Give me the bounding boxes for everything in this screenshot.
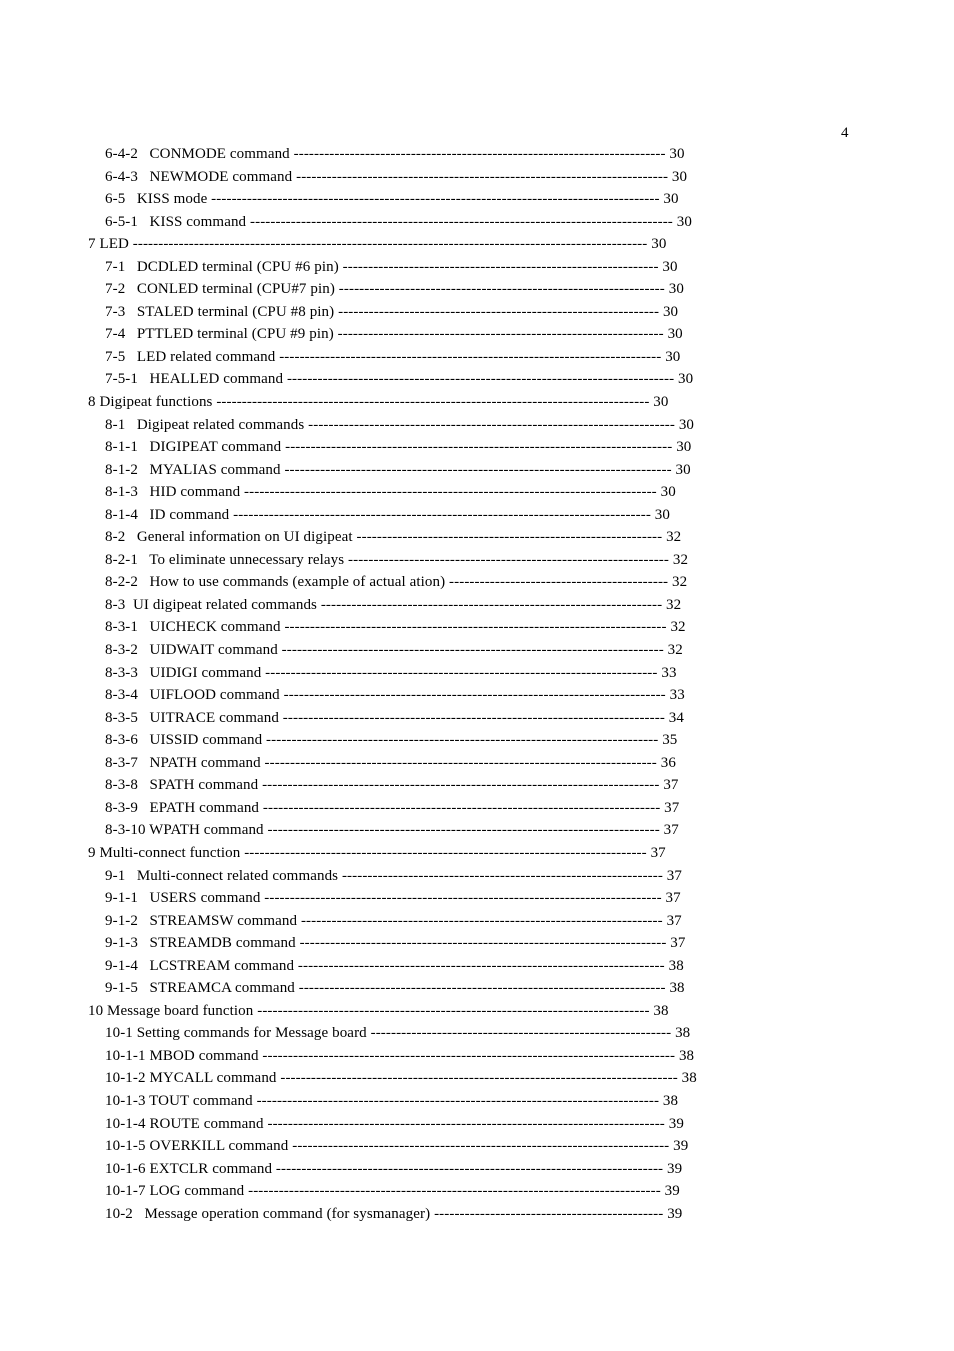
toc-entry[interactable] [0, 707, 954, 730]
toc-entry[interactable] [0, 662, 954, 685]
toc-entry-text: 10-1 Setting commands for Message board ----------------------------------------------------------- 38 [105, 1025, 691, 1042]
toc-entry[interactable] [0, 1090, 954, 1113]
toc-entry[interactable] [0, 166, 954, 189]
toc-entry-text: 8-3-10 WPATH command ----------------------------------------------------------------------------- 37 [105, 822, 679, 839]
toc-entry-text: 7-5 LED related command --------------------------------------------------------------------------- 30 [105, 348, 681, 365]
toc-entry[interactable] [0, 436, 954, 459]
toc-entry-text: 10-1-2 MYCALL command ------------------------------------------------------------------------------ 38 [105, 1070, 697, 1087]
toc-entry-text: 10-1-6 EXTCLR command ---------------------------------------------------------------------------- 39 [105, 1160, 683, 1177]
toc-entry-text: 8-3-9 EPATH command ------------------------------------------------------------------------------ 37 [105, 799, 680, 816]
toc-entry-text: 10-1-1 MBOD command --------------------------------------------------------------------------------- 38 [105, 1047, 695, 1064]
toc-entry-text: 8-2-2 How to use commands (example of actual ation) ------------------------------------------- 32 [105, 574, 688, 591]
toc-entry-text: 8-3-1 UICHECK command --------------------------------------------------------------------------- 32 [105, 619, 686, 636]
toc-entry-text: 7-1 DCDLED terminal (CPU #6 pin) -------------------------------------------------------------- 30 [105, 258, 678, 275]
toc-entry[interactable] [0, 1113, 954, 1136]
toc-entry-text: 6-4-3 NEWMODE command ------------------------------------------------------------------------- 30 [105, 168, 688, 185]
toc-entry-text: 10-1-7 LOG command --------------------------------------------------------------------------------- 39 [105, 1183, 680, 1200]
toc-entry[interactable] [0, 459, 954, 482]
toc-entry[interactable] [0, 571, 954, 594]
toc-entry[interactable] [0, 481, 954, 504]
toc-entry-text: 8-3 UI digipeat related commands ------------------------------------------------------------------- 32 [105, 596, 682, 613]
toc-entry-text: 9-1-5 STREAMCA command ------------------------------------------------------------------------ 38 [105, 980, 685, 997]
toc-entry[interactable] [0, 1135, 954, 1158]
toc-entry-text: 8-3-7 NPATH command ----------------------------------------------------------------------------- 36 [105, 754, 676, 771]
toc-entry[interactable] [0, 797, 954, 820]
toc-entry[interactable] [0, 301, 954, 324]
toc-entry-text: 8-1-3 HID command --------------------------------------------------------------------------------- 30 [105, 484, 676, 501]
toc-entry[interactable] [0, 887, 954, 910]
toc-entry-text: 8-1-1 DIGIPEAT command ---------------------------------------------------------------------------- 30 [105, 439, 692, 456]
toc-entry-text: 8-3-3 UIDIGI command ----------------------------------------------------------------------------- 33 [105, 664, 677, 681]
toc-entry[interactable] [0, 977, 954, 1000]
toc-entry[interactable] [0, 842, 954, 865]
toc-entry[interactable] [0, 684, 954, 707]
toc-entry[interactable] [0, 504, 954, 527]
toc-entry[interactable] [0, 233, 954, 256]
page-number: 4 [841, 125, 849, 141]
toc-entry-text: 8-3-6 UISSID command ----------------------------------------------------------------------------- 35 [105, 732, 678, 749]
table-of-contents [0, 143, 954, 1225]
toc-entry-text: 7-3 STALED terminal (CPU #8 pin) --------------------------------------------------------------- 30 [105, 303, 679, 320]
toc-entry-text: 8-2-1 To eliminate unnecessary relays --------------------------------------------------------------- 32 [105, 551, 689, 568]
toc-entry[interactable] [0, 910, 954, 933]
toc-entry[interactable] [0, 1180, 954, 1203]
toc-entry-text: 7-2 CONLED terminal (CPU#7 pin) ---------------------------------------------------------------- 30 [105, 281, 684, 298]
toc-entry-text: 8-1-2 MYALIAS command ---------------------------------------------------------------------------- 30 [105, 461, 691, 478]
toc-entry-text: 6-4-2 CONMODE command ------------------------------------------------------------------------- 30 [105, 146, 685, 162]
toc-entry[interactable] [0, 774, 954, 797]
toc-entry[interactable] [0, 594, 954, 617]
toc-entry[interactable] [0, 819, 954, 842]
toc-entry-text: 10 Message board function ----------------------------------------------------------------------------- 38 [88, 1002, 669, 1019]
toc-entry[interactable] [0, 414, 954, 437]
toc-entry[interactable] [0, 932, 954, 955]
toc-entry[interactable] [0, 1022, 954, 1045]
toc-entry[interactable] [0, 323, 954, 346]
toc-entry[interactable] [0, 955, 954, 978]
toc-entry[interactable] [0, 346, 954, 369]
toc-entry[interactable] [0, 143, 954, 166]
toc-entry[interactable] [0, 1203, 954, 1226]
toc-entry-text: 9 Multi-connect function ------------------------------------------------------------------------------- 37 [88, 844, 666, 861]
toc-entry-text: 8-2 General information on UI digipeat ------------------------------------------------------------ 32 [105, 529, 682, 546]
toc-entry-text: 7-5-1 HEALLED command ---------------------------------------------------------------------------- 30 [105, 371, 694, 388]
toc-entry[interactable] [0, 752, 954, 775]
toc-entry-text: 9-1-4 LCSTREAM command ------------------------------------------------------------------------ 38 [105, 957, 684, 974]
toc-entry[interactable] [0, 729, 954, 752]
toc-entry-text: 9-1-1 USERS command ------------------------------------------------------------------------------ 37 [105, 890, 681, 907]
toc-entry-text: 10-1-3 TOUT command ------------------------------------------------------------------------------- 38 [105, 1092, 679, 1109]
toc-entry[interactable] [0, 639, 954, 662]
toc-entry-text: 8-1-4 ID command ---------------------------------------------------------------------------------- 30 [105, 506, 670, 523]
toc-entry-text: 9-1-3 STREAMDB command ------------------------------------------------------------------------ 37 [105, 935, 686, 952]
toc-entry[interactable] [0, 1158, 954, 1181]
toc-entry-text: 6-5-1 KISS command ----------------------------------------------------------------------------------- 30 [105, 213, 692, 230]
toc-entry-text: 8-3-5 UITRACE command --------------------------------------------------------------------------- 34 [105, 709, 684, 726]
toc-entry-text: 10-1-4 ROUTE command ------------------------------------------------------------------------------ 39 [105, 1115, 684, 1132]
toc-entry-text: 8-3-4 UIFLOOD command --------------------------------------------------------------------------- 33 [105, 687, 685, 704]
toc-entry-text: 8-1 Digipeat related commands ------------------------------------------------------------------------ 30 [105, 416, 695, 433]
toc-entry[interactable] [0, 188, 954, 211]
toc-entry[interactable] [0, 1000, 954, 1023]
toc-entry-text: 9-1-2 STREAMSW command ----------------------------------------------------------------------- 37 [105, 912, 682, 929]
toc-entry-text: 9-1 Multi-connect related commands --------------------------------------------------------------- 37 [105, 867, 683, 884]
toc-entry[interactable] [0, 1067, 954, 1090]
toc-entry[interactable] [0, 211, 954, 234]
toc-entry-text: 10-1-5 OVERKILL command -------------------------------------------------------------------------- 39 [105, 1138, 689, 1155]
toc-entry-text: 8-3-2 UIDWAIT command --------------------------------------------------------------------------- 32 [105, 642, 683, 659]
toc-entry-text: 7-4 PTTLED terminal (CPU #9 pin) ---------------------------------------------------------------- 30 [105, 326, 683, 343]
toc-entry-text: 8 Digipeat functions ------------------------------------------------------------------------------------- 30 [88, 394, 669, 411]
toc-entry[interactable] [0, 1045, 954, 1068]
toc-entry[interactable] [0, 526, 954, 549]
toc-entry[interactable] [0, 616, 954, 639]
toc-entry[interactable] [0, 278, 954, 301]
toc-entry[interactable] [0, 865, 954, 888]
toc-entry-text: 10-2 Message operation command (for sysmanager) --------------------------------------------- 39 [105, 1205, 683, 1222]
toc-entry[interactable] [0, 391, 954, 414]
toc-entry[interactable] [0, 549, 954, 572]
toc-entry-text: 6-5 KISS mode ---------------------------------------------------------------------------------------- 30 [105, 191, 679, 208]
toc-entry-text: 8-3-8 SPATH command ------------------------------------------------------------------------------ 37 [105, 777, 679, 794]
toc-entry-text: 7 LED ----------------------------------------------------------------------------------------------------- 30 [88, 236, 667, 253]
toc-entry[interactable] [0, 256, 954, 279]
toc-entry[interactable] [0, 368, 954, 391]
